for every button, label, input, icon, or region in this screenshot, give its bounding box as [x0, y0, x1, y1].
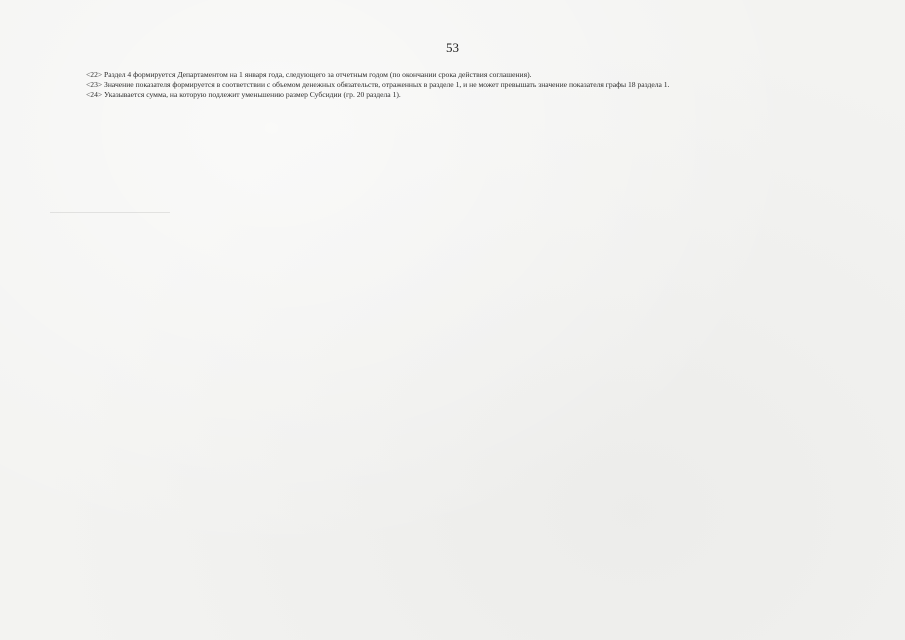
- scan-artifact-line: [50, 212, 170, 213]
- footnote-22: <22> Раздел 4 формируется Департаментом на 1 января года, следующего за отчетным годом (по окончании срока действия соглашения).: [86, 70, 532, 79]
- footnote-23: <23> Значение показателя формируется в соответствии с объемом денежных обязательств, отраженных в разделе 1, и не может превышать значение показателя графы 18 раздела 1.: [86, 80, 670, 89]
- page-number: 53: [446, 40, 459, 55]
- footnotes-block: [44, 70, 864, 100]
- footnote-24: <24> Указывается сумма, на которую подлежит уменьшению размер Субсидии (гр. 20 раздела 1).: [86, 90, 401, 99]
